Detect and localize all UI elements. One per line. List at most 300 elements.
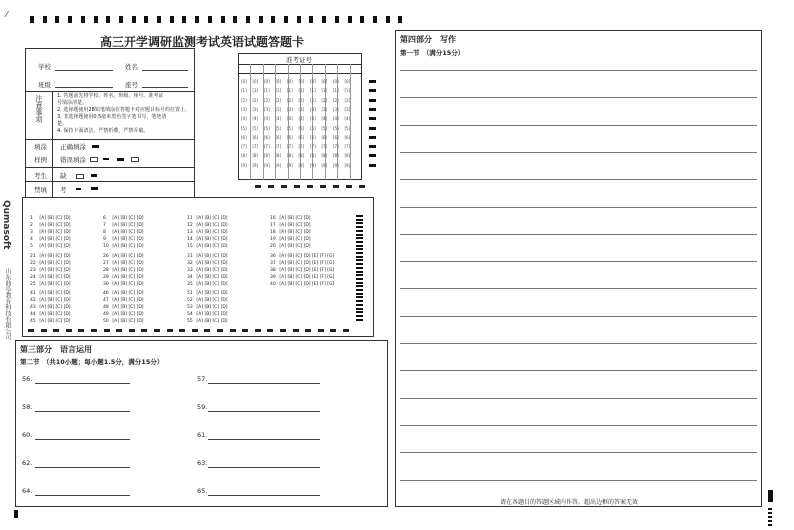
part3-answer-line[interactable] [35,467,130,468]
mcq-options[interactable]: [A] [B] [C] [D] [195,275,228,280]
id-bubble[interactable]: [2] [333,97,339,103]
id-bubble[interactable]: [3] [275,106,282,112]
id-bubble[interactable]: [5] [287,125,293,131]
mcq-options[interactable]: [A] [B] [C] [D] [38,216,71,221]
id-bubble[interactable]: [5] [252,125,259,131]
mcq-options[interactable]: [A] [B] [C] [D] [111,319,144,324]
mcq-question-number: 40 [270,282,276,287]
id-bubble[interactable]: [8] [344,153,351,159]
mcq-question-row[interactable] [270,268,334,274]
mcq-question-row[interactable] [187,244,228,250]
id-bubble[interactable]: [7] [241,144,247,150]
id-bubble[interactable]: [6] [252,134,259,140]
mcq-options[interactable]: [A] [B] [C] [D] [38,230,71,235]
mcq-row-mark [356,263,363,265]
id-bubble[interactable]: [2] [344,97,351,103]
mcq-question-number: 50 [103,319,109,324]
mcq-question-number: 43 [30,305,36,310]
part3-answer-line[interactable] [208,383,320,384]
id-bubble[interactable]: [5] [333,125,339,131]
wrong-fill-mark-3 [117,158,124,161]
mcq-question-row[interactable] [30,319,71,325]
mcq-question-row[interactable] [30,244,71,250]
mcq-options[interactable]: [A] [B] [C] [D] [E] [F] [G] [278,282,335,287]
notice-line-6: 4. 保持卡面清洁，严禁折叠，严禁弄破。 [57,128,149,134]
id-bubble[interactable]: [4] [321,116,328,122]
mcq-question-number: 17 [270,223,276,228]
notice-lines [57,93,190,135]
id-bubble[interactable]: [2] [241,97,247,103]
part3-answer-line[interactable] [35,411,130,412]
id-bubble[interactable]: [4] [310,116,316,122]
id-bubble[interactable]: [7] [264,144,270,150]
mcq-options[interactable]: [A] [B] [C] [D] [195,230,228,235]
mcq-question-row[interactable] [187,291,228,297]
notice-line-1: 1. 答题前先将学校、姓名、班级、座号、准考证 [57,93,164,99]
id-bubble[interactable]: [1] [252,88,259,94]
id-bubble[interactable]: [2] [287,97,293,103]
writing-line[interactable] [400,152,757,153]
id-bubble[interactable]: [8] [264,153,270,159]
id-bubble[interactable]: [5] [321,125,328,131]
mcq-question-number: 31 [187,254,193,259]
id-bubble[interactable]: [0] [264,79,270,84]
part3-answer-line[interactable] [35,495,130,496]
mcq-options[interactable]: [A] [B] [C] [D] [195,319,228,324]
mcq-question-row[interactable] [103,275,144,281]
mcq-question-row[interactable] [103,230,144,236]
mcq-question-row[interactable] [30,282,71,288]
mcq-row-mark [356,241,363,243]
writing-line[interactable] [400,179,757,180]
id-bubble[interactable]: [4] [298,116,305,122]
mcq-options[interactable]: [A] [B] [C] [D] [278,216,311,221]
id-bubble[interactable]: [3] [344,106,351,112]
mcq-question-row[interactable] [270,244,311,250]
writing-line[interactable] [400,452,757,453]
mcq-options[interactable]: [A] [B] [C] [D] [278,230,311,235]
mcq-options[interactable]: [A] [B] [C] [D] [38,261,71,266]
mcq-question-row[interactable] [187,230,228,236]
id-bubble[interactable]: [6] [310,134,316,140]
mcq-question-number: 36 [270,254,276,259]
mcq-options[interactable]: [A] [B] [C] [D] [38,319,71,324]
mcq-options[interactable]: [A] [B] [C] [D] [E] [F] [G] [278,261,335,266]
mcq-options[interactable]: [A] [B] [C] [D] [195,216,228,221]
mcq-options[interactable]: [A] [B] [C] [D] [111,268,144,273]
mcq-question-row[interactable] [187,275,228,281]
mcq-question-row[interactable] [103,223,144,229]
id-bubble[interactable]: [1] [264,88,270,94]
id-bubble[interactable]: [4] [275,116,282,122]
mcq-options[interactable]: [A] [B] [C] [D] [195,282,228,287]
mcq-dash-mark [217,329,223,332]
mcq-options[interactable]: [A] [B] [C] [D] [38,244,71,249]
mcq-options[interactable]: [A] [B] [C] [D] [111,312,144,317]
id-bubble[interactable]: [1] [321,88,328,94]
mcq-options[interactable]: [A] [B] [C] [D] [38,268,71,273]
part3-answer-line[interactable] [35,439,130,440]
mcq-question-row[interactable] [30,298,71,304]
id-bubble[interactable]: [7] [275,144,282,150]
mcq-question-row[interactable] [103,305,144,311]
mcq-question-number: 6 [103,216,106,221]
mcq-options[interactable]: [A] [B] [C] [D] [111,223,144,228]
writing-line[interactable] [400,316,757,317]
mcq-question-row[interactable] [270,261,334,267]
mcq-question-number: 7 [103,223,106,228]
id-bubble[interactable]: [9] [310,162,316,168]
mcq-options[interactable]: [A] [B] [C] [D] [195,268,228,273]
mcq-question-row[interactable] [30,216,71,222]
mcq-options[interactable]: [A] [B] [C] [D] [111,298,144,303]
id-bubble[interactable]: [3] [264,106,270,112]
id-bubble[interactable]: [5] [344,125,351,131]
id-bubble[interactable]: [0] [344,79,351,84]
mcq-options[interactable]: [A] [B] [C] [D] [38,298,71,303]
timing-mark [170,16,174,23]
id-bubble[interactable]: [3] [310,106,316,112]
part3-answer-line[interactable] [208,439,320,440]
mcq-options[interactable]: [A] [B] [C] [D] [111,244,144,249]
id-bubble[interactable]: [7] [298,144,305,150]
id-bubble[interactable]: [0] [310,79,316,84]
mcq-question-row[interactable] [103,312,144,318]
id-row-mark [369,145,376,148]
mcq-question-row[interactable] [30,237,71,243]
mcq-dash-mark [91,329,97,332]
id-bubble[interactable]: [9] [287,162,293,168]
mcq-question-row[interactable] [30,268,71,274]
mcq-question-number: 48 [103,305,109,310]
id-bubble[interactable]: [1] [275,88,282,94]
id-bubble[interactable]: [3] [321,106,328,112]
id-bubble[interactable]: [0] [252,79,259,84]
mcq-options[interactable]: [A] [B] [C] [D] [195,244,228,249]
writing-line[interactable] [400,125,757,126]
id-bubble[interactable]: [2] [310,97,316,103]
mcq-question-number: 34 [187,275,193,280]
id-bubble[interactable]: [8] [298,153,305,159]
id-bubble[interactable]: [1] [333,88,339,94]
id-bubble[interactable]: [8] [310,153,316,159]
mcq-options[interactable]: [A] [B] [C] [D] [38,223,71,228]
mcq-options[interactable]: [A] [B] [C] [D] [195,261,228,266]
mcq-question-row[interactable] [270,254,334,260]
id-bubble[interactable]: [0] [333,79,339,84]
id-bubble[interactable]: [6] [298,134,305,140]
mcq-question-row[interactable] [103,261,144,267]
exam-status-label: 考生 [34,172,47,180]
timing-mark [94,16,98,23]
class-field[interactable] [55,87,113,88]
mcq-question-number: 24 [30,275,36,280]
id-bubble[interactable]: [8] [333,153,339,159]
id-bubble[interactable]: [4] [252,116,259,122]
mcq-question-row[interactable] [270,230,311,236]
id-bubble[interactable]: [3] [252,106,259,112]
id-bubble[interactable]: [6] [333,134,339,140]
mcq-options[interactable]: [A] [B] [C] [D] [38,237,71,242]
mcq-options[interactable]: [A] [B] [C] [D] [195,254,228,259]
id-bubble[interactable]: [2] [275,97,282,103]
id-bubble[interactable]: [2] [252,97,259,103]
mcq-question-row[interactable] [30,230,71,236]
mcq-row-mark [356,304,363,306]
writing-line[interactable] [400,343,757,344]
mcq-question-row[interactable] [103,254,144,260]
fill-divider [25,139,195,140]
mcq-options[interactable]: [A] [B] [C] [D] [38,312,71,317]
id-bubble[interactable]: [0] [275,79,282,84]
mcq-question-row[interactable] [30,275,71,281]
id-bubble[interactable]: [1] [310,88,316,94]
id-bubble[interactable]: [0] [321,79,328,84]
timing-mark [398,16,402,23]
mcq-question-row[interactable] [187,216,228,222]
id-bubble[interactable]: [0] [241,79,247,84]
mcq-options[interactable]: [A] [B] [C] [D] [38,305,71,310]
id-bubble[interactable]: [8] [321,153,328,159]
id-bubble[interactable]: [1] [241,88,247,94]
mcq-options[interactable]: [A] [B] [C] [D] [195,312,228,317]
mcq-question-row[interactable] [103,291,144,297]
mcq-question-row[interactable] [103,298,144,304]
id-bubble[interactable]: [2] [321,97,328,103]
mcq-options[interactable]: [A] [B] [C] [D] [111,237,144,242]
id-dash-mark [294,185,300,188]
part3-item-number: 59. [197,403,208,411]
mcq-question-row[interactable] [187,237,228,243]
part3-answer-line[interactable] [208,495,320,496]
absent-box[interactable] [76,174,84,179]
ban-mark-1 [76,188,81,190]
part3-item-number: 56. [22,375,33,383]
id-bubble[interactable]: [4] [287,116,293,122]
id-bubble[interactable]: [3] [333,106,339,112]
ban-divider [25,181,195,182]
id-bubble[interactable]: [6] [287,134,293,140]
writing-line[interactable] [400,288,757,289]
writing-line[interactable] [400,370,757,371]
id-bubble[interactable]: [5] [241,125,247,131]
writing-line[interactable] [400,425,757,426]
writing-line[interactable] [400,97,757,98]
mcq-question-row[interactable] [30,291,71,297]
id-bubble[interactable]: [1] [287,88,293,94]
id-bubble[interactable]: [6] [344,134,351,140]
mcq-question-row[interactable] [187,319,228,325]
mcq-options[interactable]: [A] [B] [C] [D] [195,291,228,296]
id-bubble[interactable]: [5] [275,125,282,131]
id-bubble[interactable]: [5] [298,125,305,131]
mcq-options[interactable]: [A] [B] [C] [D] [E] [F] [G] [278,275,335,280]
mcq-dash-mark [141,329,147,332]
mcq-options[interactable]: [A] [B] [C] [D] [111,230,144,235]
mcq-question-row[interactable] [270,275,334,281]
id-bubble[interactable]: [9] [344,162,351,168]
timing-mark [30,16,34,23]
id-bubble[interactable]: [9] [252,162,259,168]
writing-line[interactable] [400,207,757,208]
id-row-mark [369,127,376,130]
id-bubble[interactable]: [9] [333,162,339,168]
id-bubble[interactable]: [4] [241,116,247,122]
id-bubble[interactable]: [2] [298,97,305,103]
mcq-question-row[interactable] [30,312,71,318]
mcq-options[interactable]: [A] [B] [C] [D] [111,291,144,296]
mcq-options[interactable]: [A] [B] [C] [D] [111,305,144,310]
bottom-timing-mark [768,516,772,518]
mcq-question-row[interactable] [187,282,228,288]
id-bubble[interactable]: [8] [241,153,247,159]
mcq-question-row[interactable] [103,216,144,222]
mcq-dash-mark [280,329,286,332]
id-bubble[interactable]: [6] [241,134,247,140]
mcq-question-row[interactable] [103,319,144,325]
writing-line[interactable] [400,480,757,481]
name-field[interactable] [142,70,188,71]
mcq-options[interactable]: [A] [B] [C] [D] [111,261,144,266]
mcq-row-mark [356,296,363,298]
mcq-question-row[interactable] [30,261,71,267]
mcq-row-mark [356,293,363,295]
writing-line[interactable] [400,70,757,71]
mcq-options[interactable]: [A] [B] [C] [D] [195,237,228,242]
mcq-question-row[interactable] [103,268,144,274]
mcq-row-mark [356,267,363,269]
mcq-row-mark [356,230,363,232]
mcq-options[interactable]: [A] [B] [C] [D] [E] [F] [G] [278,254,335,259]
part3-answer-line[interactable] [208,467,320,468]
timing-mark [284,16,288,23]
id-bubble[interactable]: [7] [321,144,328,150]
id-bubble[interactable]: [7] [333,144,339,150]
part4-box [395,30,762,507]
id-bubble[interactable]: [1] [298,88,305,94]
mcq-options[interactable]: [A] [B] [C] [D] [E] [F] [G] [278,268,335,273]
id-bubble[interactable]: [7] [287,144,293,150]
id-bubble[interactable]: [1] [344,88,351,94]
id-bubble[interactable]: [9] [321,162,328,168]
mcq-question-row[interactable] [103,244,144,250]
id-bubble[interactable]: [6] [321,134,328,140]
mcq-question-row[interactable] [187,305,228,311]
mcq-question-row[interactable] [103,282,144,288]
id-bubble[interactable]: [4] [344,116,351,122]
mcq-question-row[interactable] [30,254,71,260]
id-bubble[interactable]: [5] [264,125,270,131]
timing-mark [144,16,148,23]
mcq-question-row[interactable] [103,237,144,243]
mcq-options[interactable]: [A] [B] [C] [D] [278,237,311,242]
id-bubble[interactable]: [8] [275,153,282,159]
id-bubble[interactable]: [7] [344,144,351,150]
id-bubble[interactable]: [9] [241,162,247,168]
mcq-question-row[interactable] [187,312,228,318]
mcq-options[interactable]: [A] [B] [C] [D] [38,254,71,259]
id-bubble[interactable]: [8] [252,153,259,159]
mcq-options[interactable]: [A] [B] [C] [D] [38,291,71,296]
id-bubble[interactable]: [6] [264,134,270,140]
mcq-options[interactable]: [A] [B] [C] [D] [111,275,144,280]
seat-field[interactable] [142,87,188,88]
school-field[interactable] [55,70,113,71]
id-bubble[interactable]: [3] [298,106,305,112]
mcq-question-row[interactable] [187,254,228,260]
mcq-row-mark [356,237,363,239]
id-bubble[interactable]: [7] [310,144,316,150]
timing-mark [348,16,352,23]
mcq-row-mark [356,215,363,217]
mcq-question-row[interactable] [270,282,334,288]
mcq-options[interactable]: [A] [B] [C] [D] [38,275,71,280]
timing-mark [81,16,85,23]
id-bubble[interactable]: [8] [287,153,293,159]
id-bubble[interactable]: [3] [287,106,293,112]
mcq-question-number: 37 [270,261,276,266]
mcq-row-mark [356,289,363,291]
id-bubble[interactable]: [7] [252,144,259,150]
notice-line-4: 3. 非选择题使用0.5毫米黑色签字笔书写，笔迹清 [57,114,167,120]
mcq-row-mark [356,278,363,280]
mcq-options[interactable]: [A] [B] [C] [D] [195,223,228,228]
writing-line[interactable] [400,398,757,399]
mcq-question-row[interactable] [270,223,311,229]
mcq-question-row[interactable] [30,305,71,311]
id-bubble[interactable]: [9] [298,162,305,168]
name-label: 姓名 [125,63,138,71]
mcq-options[interactable]: [A] [B] [C] [D] [195,298,228,303]
bottom-timing-mark [768,524,772,526]
mcq-options[interactable]: [A] [B] [C] [D] [111,254,144,259]
id-bubble[interactable]: [5] [310,125,316,131]
id-bubble[interactable]: [3] [241,106,247,112]
mcq-question-row[interactable] [187,223,228,229]
mcq-question-row[interactable] [30,223,71,229]
seat-label: 座号 [125,81,138,89]
mcq-options[interactable]: [A] [B] [C] [D] [38,282,71,287]
id-bubble[interactable]: [6] [275,134,282,140]
mcq-question-number: 3 [30,230,33,235]
part3-heading: 第三部分 语言运用 [20,345,92,354]
id-bubble[interactable]: [0] [298,79,305,84]
mcq-question-row[interactable] [270,216,311,222]
mcq-options[interactable]: [A] [B] [C] [D] [111,282,144,287]
id-bubble[interactable]: [0] [287,79,293,84]
timing-mark [297,16,301,23]
mcq-dash-mark [255,329,261,332]
mcq-options[interactable]: [A] [B] [C] [D] [195,305,228,310]
mcq-dash-mark [305,329,311,332]
id-bubble[interactable]: [9] [275,162,282,168]
mcq-question-row[interactable] [187,268,228,274]
mcq-question-row[interactable] [270,237,311,243]
mcq-question-row[interactable] [187,298,228,304]
mcq-question-row[interactable] [187,261,228,267]
id-bubble[interactable]: [9] [264,162,270,168]
id-bubble[interactable]: [4] [264,116,270,122]
mcq-options[interactable]: [A] [B] [C] [D] [111,216,144,221]
mcq-options[interactable]: [A] [B] [C] [D] [278,223,311,228]
writing-line[interactable] [400,261,757,262]
part3-answer-line[interactable] [35,383,130,384]
writing-line[interactable] [400,234,757,235]
id-bubble[interactable]: [2] [264,97,270,103]
mcq-options[interactable]: [A] [B] [C] [D] [278,244,311,249]
id-bubble[interactable]: [4] [333,116,339,122]
part3-answer-line[interactable] [208,411,320,412]
